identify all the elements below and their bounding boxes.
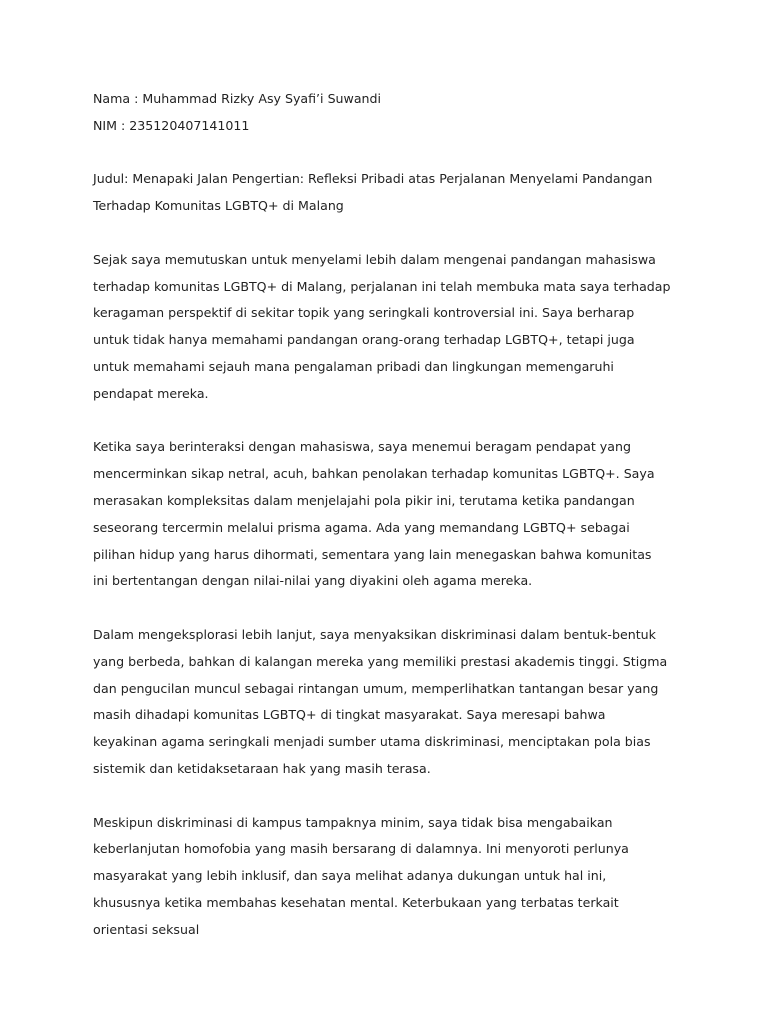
paragraph-3 xyxy=(93,622,673,783)
paragraph-line: terhadap komunitas LGBTQ+ di Malang, perjalanan ini telah membuka mata saya terhadap xyxy=(93,278,671,294)
paragraph-line: untuk memahami sejauh mana pengalaman pribadi dan lingkungan memengaruhi xyxy=(93,358,614,374)
paragraph-line: pilihan hidup yang harus dihormati, sementara yang lain menegaskan bahwa komunitas xyxy=(93,546,652,562)
student-name: Nama : Muhammad Rizky Asy Syafi’i Suwandi xyxy=(93,91,382,106)
paragraph-line: untuk tidak hanya memahami pandangan orang-orang terhadap LGBTQ+, tetapi juga xyxy=(93,332,635,348)
paragraph-line: Dalam mengeksplorasi lebih lanjut, saya menyaksikan diskriminasi dalam bentuk-bentuk xyxy=(93,626,656,642)
paragraph-line: khususnya ketika membahas kesehatan mental. Keterbukaan yang terbatas terkait xyxy=(93,894,619,910)
paragraph-line: masih dihadapi komunitas LGBTQ+ di tingkat masyarakat. Saya meresapi bahwa xyxy=(93,707,606,723)
paragraph-line: sistemik dan ketidaksetaraan hak yang masih terasa. xyxy=(93,760,431,776)
spacer xyxy=(93,220,673,247)
spacer xyxy=(93,595,673,622)
paragraph-line: dan pengucilan muncul sebagai rintangan umum, memperlihatkan tantangan besar yang xyxy=(93,680,659,696)
paragraph-line: merasakan kompleksitas dalam menjelajahi pola pikir ini, terutama ketika pandangan xyxy=(93,492,635,508)
title-line: Terhadap Komunitas LGBTQ+ di Malang xyxy=(93,198,344,214)
title-line: Judul: Menapaki Jalan Pengertian: Refleksi Pribadi atas Perjalanan Menyelami Pandangan xyxy=(93,171,653,187)
paragraph-line: keberlanjutan homofobia yang masih bersarang di dalamnya. Ini menyoroti perlunya xyxy=(93,841,629,857)
paragraph-line: ini bertentangan dengan nilai-nilai yang diyakini oleh agama mereka. xyxy=(93,573,533,589)
paragraph-line: yang berbeda, bahkan di kalangan mereka yang memiliki prestasi akademis tinggi. Stigma xyxy=(93,653,668,669)
spacer xyxy=(93,783,673,810)
paragraph-line: Sejak saya memutuskan untuk menyelami lebih dalam mengenai pandangan mahasiswa xyxy=(93,251,656,267)
spacer xyxy=(93,408,673,435)
paragraph-line: pendapat mereka. xyxy=(93,385,209,401)
paragraph-line: mencerminkan sikap netral, acuh, bahkan penolakan terhadap komunitas LGBTQ+. Saya xyxy=(93,466,655,482)
student-nim: NIM : 235120407141011 xyxy=(93,117,250,133)
paragraph-line: masyarakat yang lebih inklusif, dan saya melihat adanya dukungan untuk hal ini, xyxy=(93,868,607,884)
paragraph-line: keragaman perspektif di sekitar topik yang seringkali kontroversial ini. Saya berharap xyxy=(93,305,635,321)
paragraph-2 xyxy=(93,434,673,595)
spacer xyxy=(93,140,673,167)
paragraph-4 xyxy=(93,810,673,944)
paragraph-1 xyxy=(93,247,673,408)
paragraph-line: orientasi seksual xyxy=(93,921,200,937)
document-body xyxy=(93,86,673,944)
paragraph-line: Meskipun diskriminasi di kampus tampaknya minim, saya tidak bisa mengabaikan xyxy=(93,814,613,830)
paragraph-line: seseorang tercermin melalui prisma agama. Ada yang memandang LGBTQ+ sebagai xyxy=(93,519,630,535)
paragraph-line: keyakinan agama seringkali menjadi sumber utama diskriminasi, menciptakan pola bias xyxy=(93,734,651,750)
paragraph-line: Ketika saya berinteraksi dengan mahasiswa, saya menemui beragam pendapat yang xyxy=(93,439,631,455)
